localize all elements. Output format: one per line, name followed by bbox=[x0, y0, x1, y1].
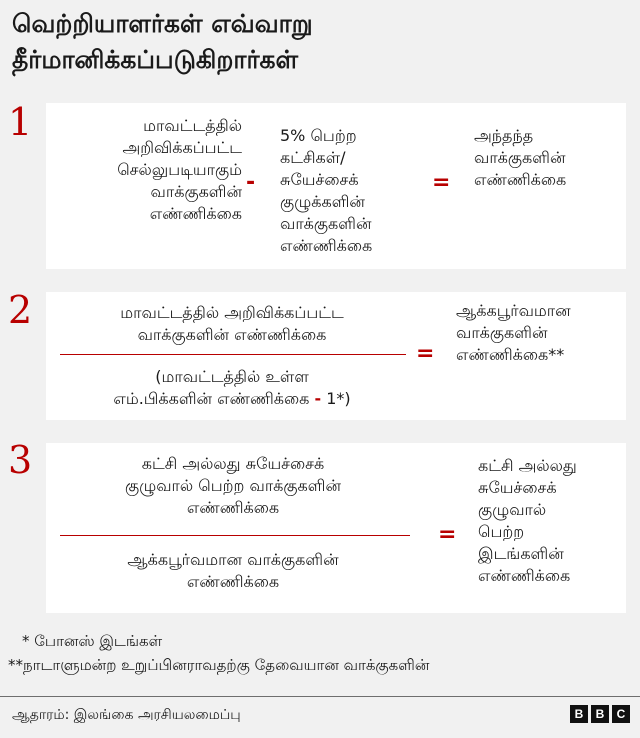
formula2-equals: = bbox=[416, 341, 435, 366]
formula-panel-2 bbox=[46, 292, 626, 420]
step-number-3: 3 bbox=[8, 438, 33, 482]
formula2-denominator-line1: (மாவட்டத்தில் உள்ள bbox=[155, 367, 309, 386]
formula1-result: அந்தந்த வாக்குகளின் எண்ணிக்கை bbox=[474, 126, 567, 189]
formula2-denominator-tail: 1*) bbox=[326, 389, 351, 408]
formula2-numerator: மாவட்டத்தில் அறிவிக்கப்பட்ட வாக்குகளின் எண்ணிக்கை bbox=[120, 303, 344, 344]
footer-divider bbox=[0, 696, 640, 697]
formula1-minus: - bbox=[246, 170, 256, 195]
step-number-2: 2 bbox=[8, 288, 33, 332]
formula1-term-a: மாவட்டத்தில் அறிவிக்கப்பட்ட செல்லுபடியாகும் வாக்குகளின் எண்ணிக்கை bbox=[117, 116, 242, 223]
formula-panel-1 bbox=[46, 103, 626, 269]
formula1-equals: = bbox=[432, 170, 451, 195]
step-number-1: 1 bbox=[8, 100, 33, 144]
formula1-term-b: 5% பெற்ற கட்சிகள்/ சுயேச்சைக் குழுக்களின் வாக்குகளின் எண்ணிக்கை bbox=[280, 126, 373, 255]
source-text: ஆதாரம்: இலங்கை அரசியலமைப்பு bbox=[12, 707, 241, 723]
formula2-fraction-line bbox=[60, 354, 406, 355]
bbc-logo-letter: B bbox=[591, 705, 609, 723]
formula3-numerator: கட்சி அல்லது சுயேச்சைக் குழுவால் பெற்ற வாக்குகளின் எண்ணிக்கை bbox=[125, 454, 341, 517]
bbc-logo-letter: C bbox=[612, 705, 630, 723]
formula2-denominator-text: எம்.பிக்களின் எண்ணிக்கை bbox=[113, 389, 310, 408]
bbc-logo-letter: B bbox=[570, 705, 588, 723]
page-title: வெற்றியாளர்கள் எவ்வாறு தீர்மானிக்கப்படுகிறார்கள் bbox=[12, 9, 313, 74]
formula3-equals: = bbox=[438, 522, 457, 547]
footnote-1: * போனஸ் இடங்கள் bbox=[22, 632, 163, 650]
formula3-result: கட்சி அல்லது சுயேச்சைக் குழுவால் பெற்ற இடங்களின் எண்ணிக்கை bbox=[478, 456, 577, 585]
formula3-fraction-line bbox=[60, 535, 410, 536]
formula3-denominator: ஆக்கபூர்வமான வாக்குகளின் எண்ணிக்கை bbox=[127, 550, 339, 591]
formula2-result: ஆக்கபூர்வமான வாக்குகளின் எண்ணிக்கை** bbox=[456, 301, 571, 364]
footnote-2: **நாடாளுமன்ற உறுப்பினராவதற்கு தேவையான வாக்குகளின் bbox=[8, 656, 430, 674]
formula-panel-3 bbox=[46, 443, 626, 613]
formula2-denominator-minus: - bbox=[314, 389, 322, 408]
bbc-logo bbox=[570, 705, 630, 723]
formula2-denominator-line2 bbox=[60, 388, 404, 410]
